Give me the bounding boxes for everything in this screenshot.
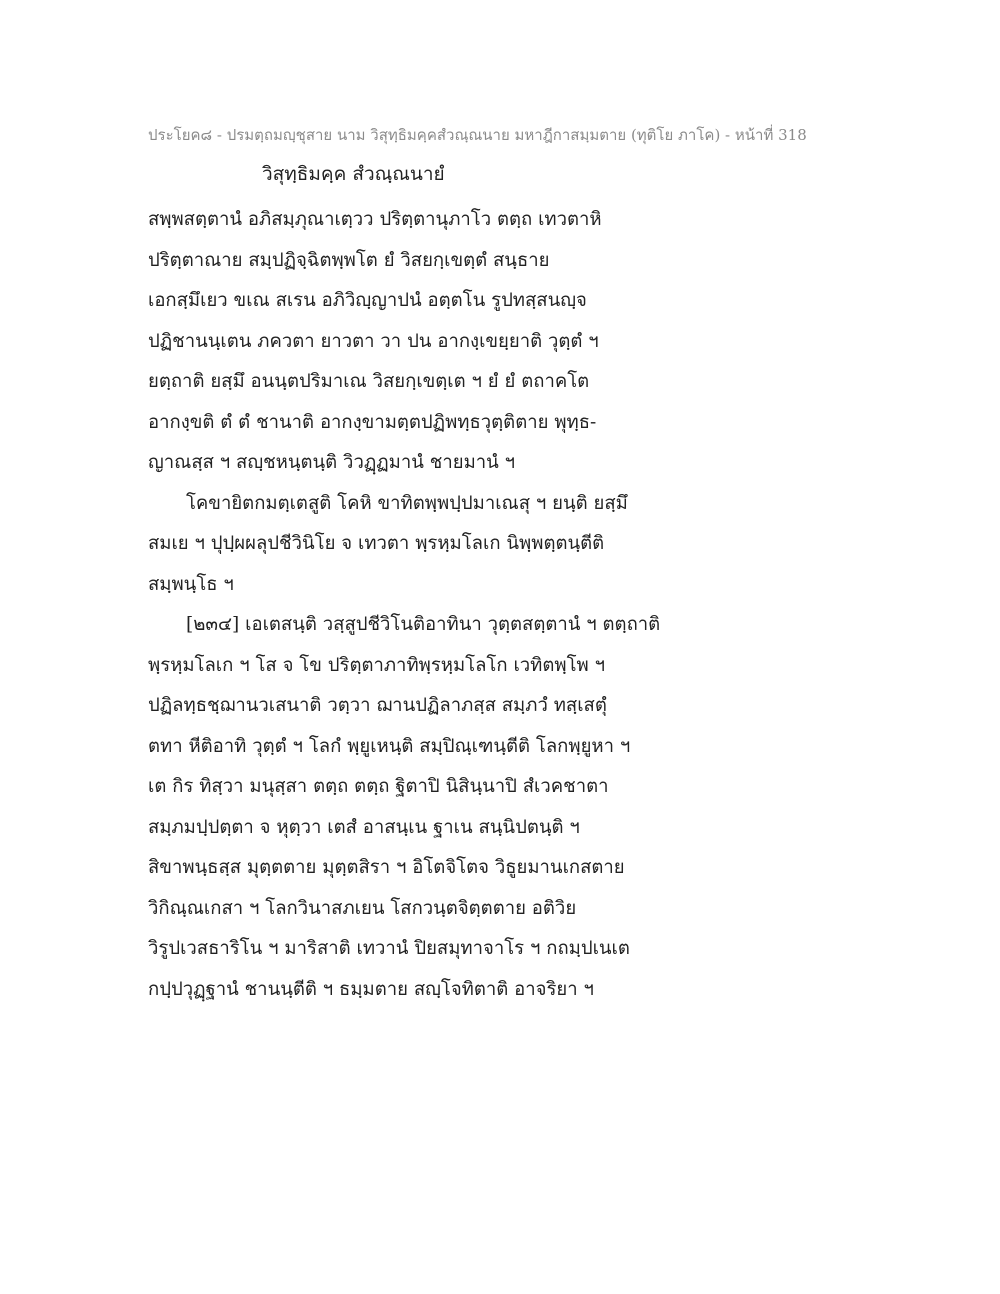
text-line: เต กิร ทิสฺวา มนุสฺสา ตตฺถ ตตฺถ ฐิตาปิ นิสินฺนาปิ สํเวคชาตา xyxy=(148,776,609,797)
section-title: วิสุทฺธิมคฺค สํวณฺณนายํ xyxy=(262,163,445,185)
text-line: สมฺภมปฺปตฺตา จ หุตฺวา เตสํ อาสนฺเน ฐาเน สนฺนิปตนฺติ ฯ xyxy=(148,816,580,838)
text-line: สพฺพสตฺตานํ อภิสมฺภุณาเตฺวว ปริตฺตานุภาโว ตตฺถ เทวตาหิ xyxy=(148,209,602,230)
text-line: สมฺพนฺโธ ฯ xyxy=(148,573,234,595)
text-line: ญาณสฺส ฯ สญฺชหนฺตนฺติ วิวฏฺฏมานํ ชายมานํ ฯ xyxy=(148,452,516,473)
text-line: วิกิณฺณเกสา ฯ โลกวินาสภเยน โสกวนฺตจิตฺตตาย อติวิย xyxy=(148,897,577,919)
page-header: ประโยค๘ - ปรมตฺถมญฺชุสาย นาม วิสุทฺธิมคฺคสํวณฺณนาย มหาฎีกาสมฺมตาย (ทุติโย ภาโค) - หน้าที่ 318 xyxy=(148,126,807,144)
body-text xyxy=(148,200,708,1010)
text-line: ปฏิชานนฺเตน ภควตา ยาวตา วา ปน อากงฺเขยฺยาติ วุตฺตํ ฯ xyxy=(148,330,599,352)
text-line: สมเย ฯ ปุปฺผผลุปชีวินิโย จ เทวตา พฺรหฺมโลเก นิพฺพตฺตนฺตีติ xyxy=(148,533,605,554)
text-line: กปฺปวุฏฺฐานํ ชานนฺตีติ ฯ ธมฺมตาย สญฺโจทิตาติ อาจริยา ฯ xyxy=(148,978,594,1000)
text-line: โคขายิตกมตฺเตสูติ โคหิ ขาทิตพฺพปฺปมาเณสุ ฯ ยนฺติ ยสฺมึ xyxy=(186,492,628,514)
text-line: อากงฺขติ ตํ ตํ ชานาติ อากงฺขามตฺตปฏิพทฺธวุตฺติตาย พุทฺธ- xyxy=(148,411,597,433)
text-line: ปริตฺตาณาย สมฺปฏิจฺฉิตพฺพโต ยํ วิสยกฺเขตฺตํ สนฺธาย xyxy=(148,249,550,271)
text-line: ปฏิลทฺธชฺฌานวเสนาติ วตฺวา ฌานปฏิลาภสฺส สมฺภวํ ทสฺเสตุํ xyxy=(148,695,607,716)
text-line: เอกสฺมึเยว ขเณ สเรน อภิวิญฺญาปนํ อตฺตโน รูปทสฺสนญฺจ xyxy=(148,290,587,311)
text-line: ตทา หีติอาทิ วุตฺตํ ฯ โลกํ พฺยูเหนฺติ สมฺปิณฺเฑนฺตีติ โลกพฺยูหา ฯ xyxy=(148,735,631,757)
text-line: พฺรหฺมโลเก ฯ โส จ โข ปริตฺตาภาทิพฺรหฺมโลโก เวทิตพฺโพ ฯ xyxy=(148,654,605,676)
text-line: สิขาพนฺธสฺส มุตฺตตาย มุตฺตสิรา ฯ อิโตจิโตจ วิธูยมานเกสตาย xyxy=(148,857,625,878)
text-line: วิรูปเวสธาริโน ฯ มาริสาติ เทวานํ ปิยสมุทาจาโร ฯ กถมฺปเนเต xyxy=(148,938,630,959)
text-line: [๒๓๔] เอเตสนฺติ วสฺสูปชีวิโนติอาทินา วุตฺตสตฺตานํ ฯ ตตฺถาติ xyxy=(186,614,661,635)
text-line: ยตฺถาติ ยสฺมึ อนนฺตปริมาเณ วิสยกฺเขตฺเต ฯ ยํ ยํ ตถาคโต xyxy=(148,371,590,392)
